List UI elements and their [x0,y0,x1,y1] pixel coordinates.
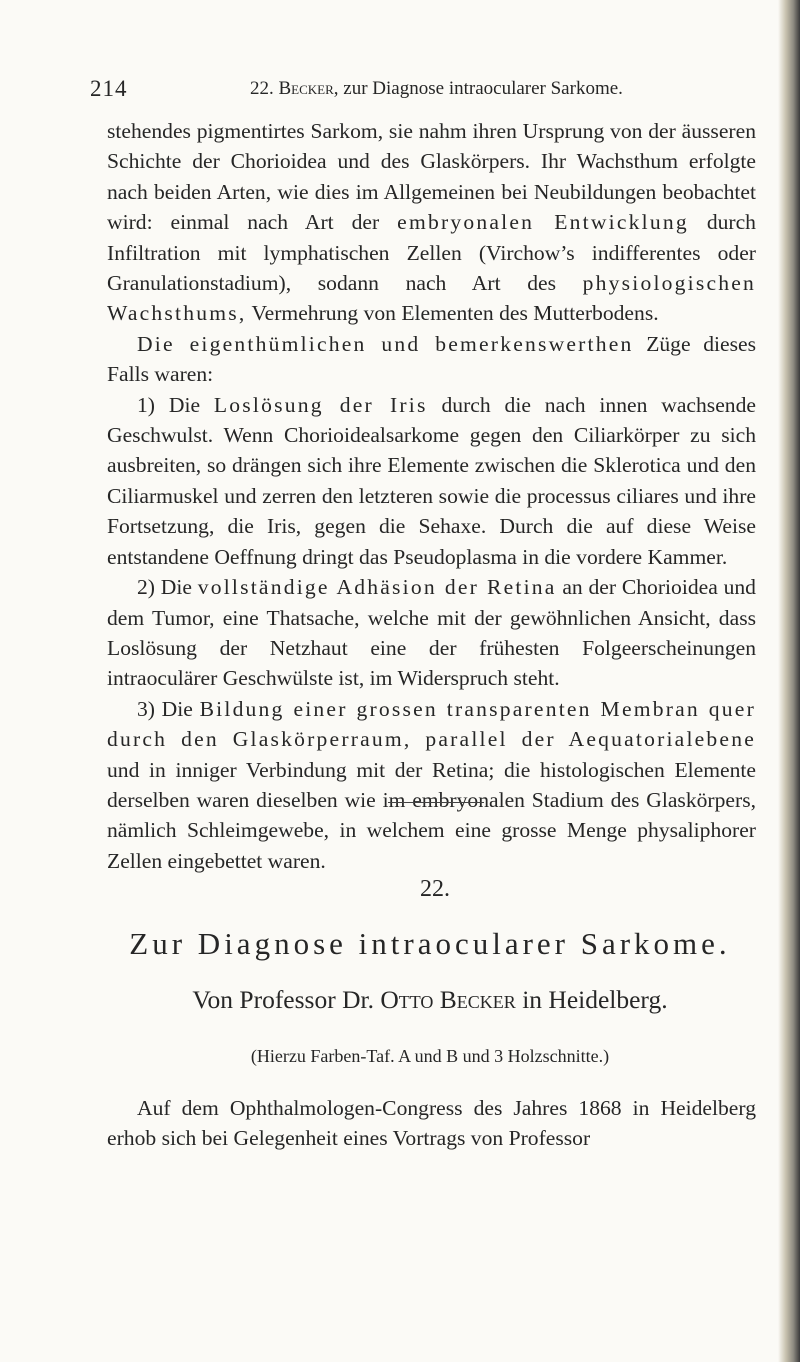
paragraph-5-emphasis: Bildung einer grossen transparenten Membran quer durch den Glaskörperraum, parallel der Aequatorialebene [107,696,756,752]
running-head [90,76,750,106]
body-text [107,116,756,876]
opening-paragraph [107,1093,756,1154]
paragraph-3 [107,390,756,572]
section-title: Zur Diagnose intraocularer Sarkome. [129,926,731,961]
paragraph-1-emphasis-a: embryonalen Entwicklung [397,210,689,235]
paragraph-5-text: und in inniger Verbindung mit der Retina; die histologischen Elemente derselben waren dieselben wie im embryonalen Stadium des Glaskörpers, nämlich Schleimgewebe, in welchem eine grosse Menge physaliphorer Zellen eingebettet waren. [107,757,756,873]
running-title-prefix: 22. [250,78,274,99]
paragraph-1-text-c: Vermehrung von Elementen des Mutterbodens. [251,301,659,326]
paragraph-1 [107,116,756,329]
author-line [0,985,800,1015]
paragraph-4-number: 2) Die [137,575,192,600]
author-name: Otto Becker [380,985,516,1014]
paragraph-1-text-a: stehendes pigmentirtes Sarkom, sie nahm ihren Ursprung von der äusseren Schichte der Chorioidea und des Glaskörpers. Ihr Wachsthum erfolgte nach beiden Arten, wie dies im Allgemeinen bei Neubildungen beobachtet wird: einmal nach Art der [107,119,756,235]
paragraph-4 [107,572,756,694]
paragraph-3-number: 1) Die [137,392,201,417]
paragraph-1-text-b: durch Infiltration mit lymphatischen Zellen (Virchow’s indifferentes oder Granulationstadium), sodann nach Art des [107,210,756,296]
page-binding-edge [778,0,800,1362]
paragraph-2 [107,329,756,390]
page-number: 214 [90,76,128,101]
opening-paragraph-text: Auf dem Ophthalmologen-Congress des Jahres 1868 in Heidelberg erhob sich bei Gelegenheit eines Vortrags von Professor [107,1096,756,1151]
paragraph-1-emphasis-b: physiologischen Wachsthums, [107,271,757,326]
running-title [250,78,623,100]
paragraph-2-text: Züge dieses Falls waren: [107,331,756,387]
paragraph-4-text: an der Chorioidea und dem Tumor, eine Thatsache, welche mit der gewöhnlichen Ansicht, dass Loslösung der Netzhaut eine der frühesten Folgeerscheinungen intraoculärer Geschwülste ist, im Widerspruch steht. [107,575,756,691]
section-number: 22. [420,876,450,902]
running-title-rest: zur Diagnose intraocularer Sarkome. [343,78,623,99]
paragraph-2-emphasis: Die eigenthümlichen und bemerkenswerthen [137,331,634,356]
running-title-author: Becker, [278,78,339,99]
paragraph-3-text: durch die nach innen wachsende Geschwulst. Wenn Chorioidealsarkome gegen den Ciliarkörper zu sich ausbreiten, so drängen sich ihre Elemente zwischen die Sklerotica und den Ciliarmuskel und zerren den letzteren sowie die processus ciliares und ihre Fortsetzung, die Iris, gegen die Sehaxe. Durch die auf diese Weise entstandene Oeffnung dringt das Pseudoplasma in die vordere Kammer. [107,392,756,569]
plates-note: (Hierzu Farben-Taf. A und B und 3 Holzschnitte.) [250,1046,610,1066]
section-divider [388,802,484,803]
paragraph-5-number: 3) Die [137,696,193,721]
author-prefix: Von Professor Dr. [192,985,374,1014]
author-affiliation: in Heidelberg. [522,985,668,1014]
paragraph-3-emphasis: Loslösung der Iris [213,392,428,417]
paragraph-5 [107,694,756,876]
paragraph-4-emphasis: vollständige Adhäsion der Retina [197,575,557,600]
